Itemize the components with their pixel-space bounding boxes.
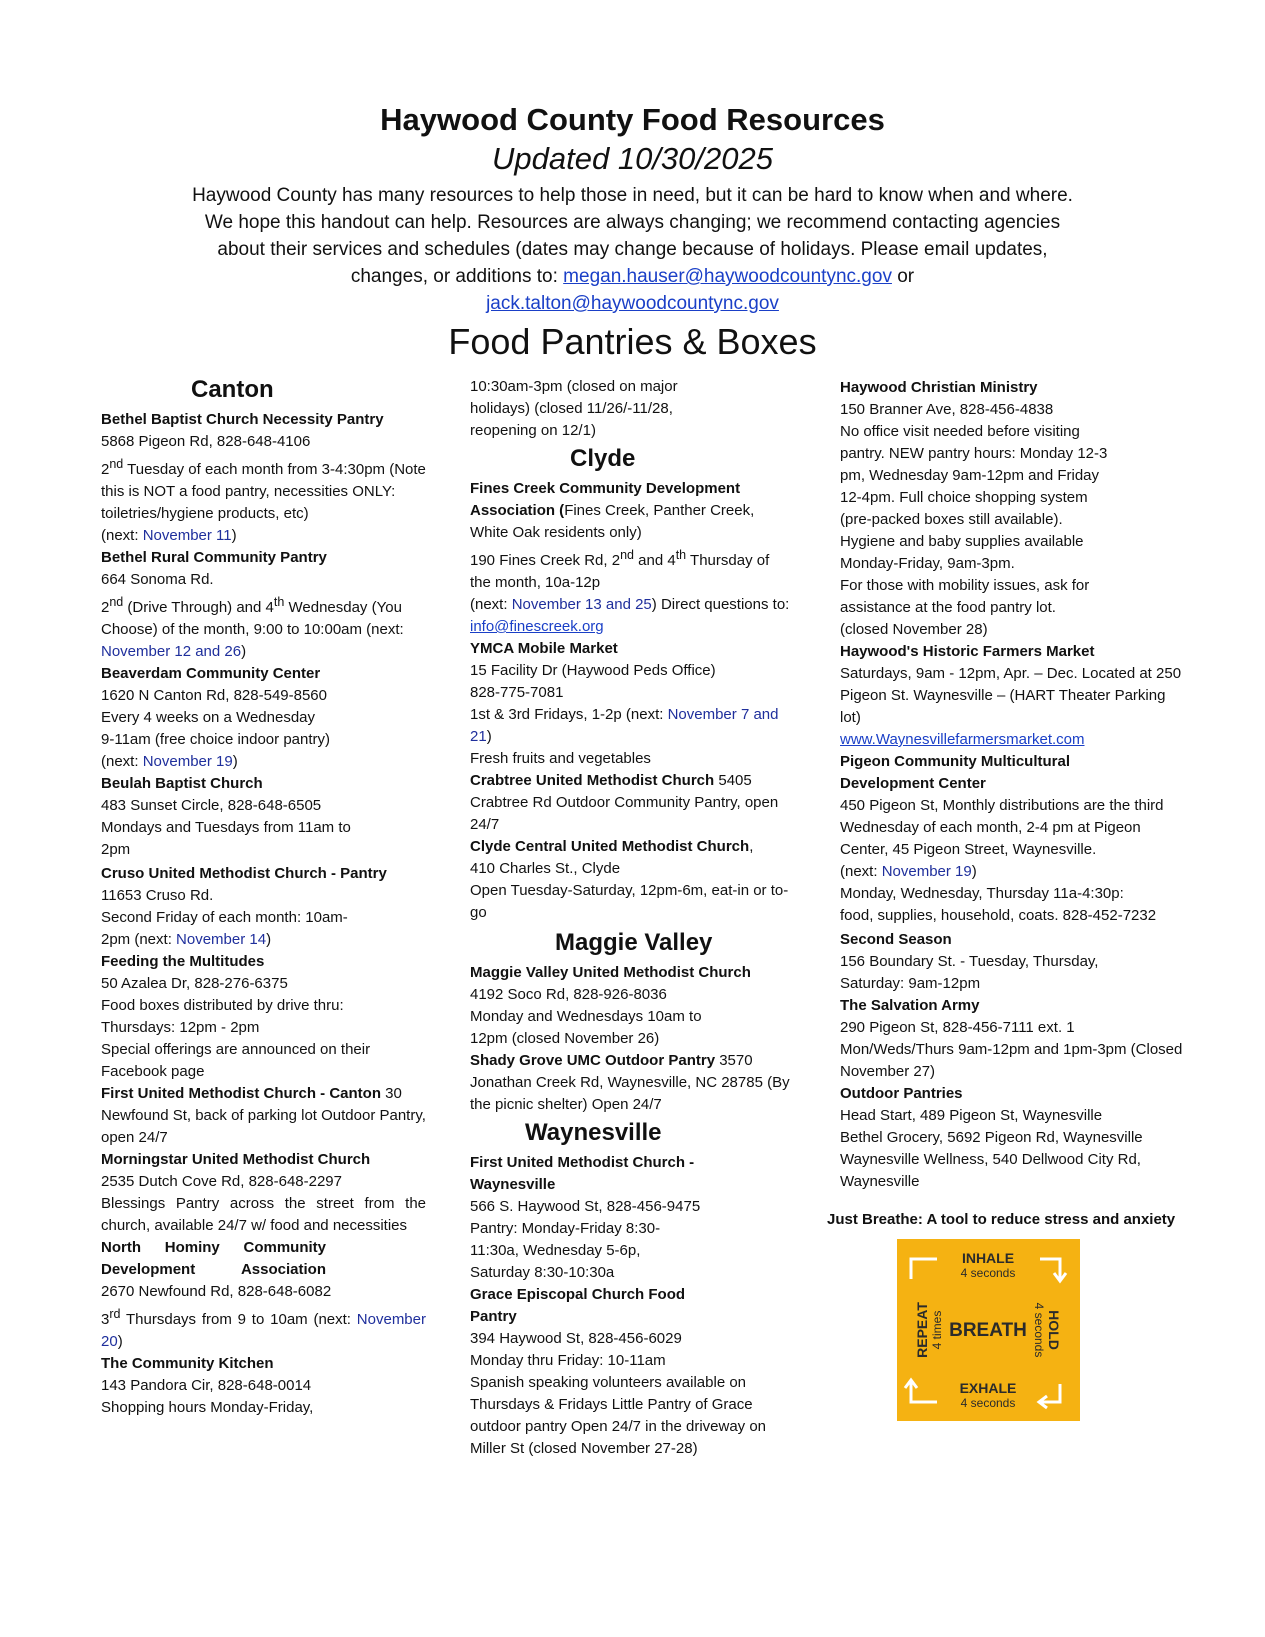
next-close: ) [241,643,247,660]
resource-schedule-saturday: Saturday 8:30-10:30a [470,1264,615,1281]
resource-farmers-market [840,641,1185,751]
hold-duration: 4 seconds [1032,1302,1046,1358]
ordinal: 2 [101,461,110,478]
schedule-mid: and 4 [633,552,676,569]
resource-clyde-central-umc [470,836,790,924]
resource-name: Crabtree United Methodist Church [470,772,715,789]
resource-name: First United Methodist Church - Waynesville [470,1154,695,1193]
resource-address: 483 Sunset Circle, 828-648-6505 [101,797,322,814]
resource-address: 2535 Dutch Cove Rd, 828-648-2297 [101,1173,342,1190]
breathe-caption: Just Breathe: A tool to reduce stress and anxiety [827,1211,1176,1228]
intro-text: Haywood County has many resources to help those in need, but it can be hard to know when and where. We hope this handout can help. Resources are always changing; we recommend contacting agencies about their services and schedules (dates may change because of holidays. Please email updates, changes, or additions to: [192,185,1073,287]
resource-schedule: Shopping hours Monday-Friday, [101,1399,314,1416]
resource-name: North Hominy Community Development Association [101,1239,326,1278]
resource-schedule: Food boxes distributed by drive thru: Thursdays: 12pm - 2pm [101,997,344,1036]
resource-details: 5405 Crabtree Rd Outdoor Community Pantry, open 24/7 [470,772,779,833]
exhale-duration: 4 seconds [960,1396,1016,1410]
resource-schedule: Monday thru Friday: 10-11am [470,1352,666,1369]
resource-outdoor-pantries [840,1083,1185,1193]
resource-first-umc-canton [101,1083,426,1149]
resource-bethel-baptist [101,409,426,547]
resource-beaverdam [101,663,426,773]
ordinal-suffix: th [675,548,687,562]
resource-address: 11653 Cruso Rd. [101,887,214,904]
next-label: (next: [101,753,143,770]
column-canton [101,375,426,1419]
inhale-duration: 4 seconds [960,1266,1016,1280]
resource-name: Beaverdam Community Center [101,665,321,682]
resource-name: YMCA Mobile Market [470,640,618,657]
resource-address: 1620 N Canton Rd, 828-549-8560 [101,687,327,704]
town-heading-clyde: Clyde [570,445,636,472]
column-clyde-maggie-waynesville [470,376,790,1460]
resource-maggie-valley-umc [470,962,790,1050]
resource-address: 394 Haywood St, 828-456-6029 [470,1330,682,1347]
next-close: ) [266,931,272,948]
intro-paragraph [183,182,1083,317]
resource-grace-episcopal [470,1284,790,1460]
resource-address: 15 Facility Dr (Haywood Peds Office) [470,662,716,679]
document-header [150,100,1115,363]
resource-note: Spanish speaking volunteers available on Thursdays & Fridays Little Pantry of Grace outdoor pantry Open 24/7 in the driveway on Miller St (closed November 27-28) [470,1374,767,1457]
resource-address: 664 Sonoma Rd. [101,571,214,588]
resource-name: Maggie Valley United Methodist Church [470,964,751,981]
resource-schedule: Mondays and Tuesdays from 11am to 2pm [101,819,351,858]
resource-schedule-detail: 9-11am (free choice indoor pantry) [101,731,330,748]
resource-details: 450 Pigeon St, Monthly distributions are the third Wednesday of each month, 2-4 pm at Pigeon Center, 45 Pigeon Street, Waynesville. [840,797,1164,858]
next-label: (next: [470,596,512,613]
resource-address: 50 Azalea Dr, 828-276-6375 [101,975,288,992]
schedule-mid: (Drive Through) and 4 [123,599,274,616]
resource-name: Fines Creek Community Development Association ( [470,480,741,519]
resource-schedule: 1st & 3rd Fridays, 1-2p (next: [470,706,668,723]
resource-details: Saturdays, 9am - 12pm, Apr. – Dec. Located at 250 Pigeon St. Waynesville – (HART Theater Parking lot) [840,665,1182,726]
next-date: November 11 [142,527,232,544]
breath-center-label: BREATH [949,1320,1027,1341]
ordinal: 3 [101,1311,110,1328]
intro-or: or [891,266,915,287]
resource-details: 156 Boundary St. - Tuesday, Thursday, Saturday: 9am-12pm [840,953,1099,992]
resource-north-hominy [101,1237,426,1353]
ordinal: 2 [101,599,110,616]
section-title: Food Pantries & Boxes [448,321,817,362]
page-title: Haywood County Food Resources [380,102,885,137]
next-close: ) [971,863,977,880]
town-heading-maggie-valley: Maggie Valley [555,929,713,956]
inhale-label: INHALE [961,1250,1015,1266]
farmers-market-link[interactable]: www.Waynesvillefarmersmarket.com [840,731,1085,748]
resource-schedule-wrap [101,1303,426,1353]
ordinal-suffix: nd [620,548,634,562]
resource-details: 30 Newfound St, back of parking lot Outdoor Pantry, open 24/7 [101,1085,426,1146]
resource-salvation-army [840,995,1185,1083]
resource-eligibility: Fines Creek, Panther Creek, White Oak residents only) [470,502,755,541]
next-label: (next: [840,863,882,880]
resource-schedule: Every 4 weeks on a Wednesday [101,709,316,726]
resource-address: 410 Charles St., Clyde [470,860,621,877]
next-date: November 14 [176,931,267,948]
resource-second-season [840,929,1185,995]
resource-ymca-mobile-market [470,638,790,770]
resource-beulah [101,773,426,861]
resource-phone: 828-775-7081 [470,684,564,701]
resource-schedule: Tuesday of each month from 3-4:30pm (Note this is NOT a food pantry, necessities ONLY: toiletries/hygiene products, etc) [101,461,426,522]
email-link-finescreek[interactable]: info@finescreek.org [470,618,604,635]
resource-cruso [101,863,426,951]
resource-schedule: Thursday of the month, 10a-12p [470,552,770,591]
resource-bethel-rural [101,547,426,663]
next-date: November 12 and 26 [101,643,242,660]
resource-name: Morningstar United Methodist Church [101,1151,371,1168]
resource-address: 2670 Newfound Rd, 828-648-6082 [101,1283,332,1300]
kitchen-continued: 10:30am-3pm (closed on major holidays) (closed 11/26/-11/28, reopening on 12/1) [470,378,678,439]
hold-label: HOLD [1046,1310,1062,1350]
outdoor-pantry-item: Head Start, 489 Pigeon St, Waynesville [840,1107,1103,1124]
ordinal-suffix: nd [109,595,124,609]
resource-mobility-note: For those with mobility issues, ask for assistance at the food pantry lot. [840,577,1090,616]
resource-feeding-multitudes [101,951,426,1083]
ordinal-suffix: nd [109,457,124,471]
resource-name: Clyde Central United Methodist Church [470,838,750,855]
resource-address: 5868 Pigeon Rd, 828-648-4106 [101,433,311,450]
resource-name: Bethel Baptist Church Necessity Pantry [101,411,384,428]
resource-name: First United Methodist Church - Canton [101,1085,381,1102]
resource-schedule-wrap [101,907,376,951]
ordinal-suffix: rd [109,1307,121,1321]
resource-crabtree-umc [470,770,790,836]
resource-schedule: Mon/Weds/Thurs 9am-12pm and 1pm-3pm (Closed November 27) [840,1041,1183,1080]
resource-name: Second Season [840,931,952,948]
repeat-count: 4 times [930,1310,944,1350]
breathing-diagram [897,1239,1080,1421]
email-link-megan[interactable]: megan.hauser@haywoodcountync.gov [563,266,892,287]
town-heading-canton: Canton [191,376,274,403]
resource-name: Beulah Baptist Church [101,775,263,792]
resource-details-2: Monday, Wednesday, Thursday 11a-4:30p: food, supplies, household, coats. 828-452-7232 [840,885,1157,924]
next-close: ) Direct questions to: [651,596,790,613]
resource-haywood-christian-ministry [840,377,1115,641]
next-date: November 19 [881,863,972,880]
updated-date: Updated 10/30/2025 [492,141,773,176]
next-close: ) [117,1333,123,1350]
repeat-label: REPEAT [914,1302,930,1358]
next-close: ) [231,527,237,544]
resource-name: Grace Episcopal Church Food Pantry [470,1286,686,1325]
next-date: November 13 and 25 [511,596,652,613]
resource-pigeon-center [840,751,1185,927]
resource-address: 143 Pandora Cir, 828-648-0014 [101,1377,312,1394]
resource-name: Bethel Rural Community Pantry [101,549,327,566]
resource-first-umc-waynesville [470,1152,790,1284]
next-date: November 20 [101,1311,426,1350]
resource-morningstar [101,1149,426,1237]
town-heading-waynesville: Waynesville [525,1119,662,1146]
resource-name: Haywood Christian Ministry [840,379,1038,396]
resource-address: 290 Pigeon St, 828-456-7111 ext. 1 [840,1019,1075,1036]
resource-schedule: Pantry: Monday-Friday 8:30-11:30a, Wednesday 5-6p, [470,1220,661,1259]
resource-name: Shady Grove UMC Outdoor Pantry [470,1052,716,1069]
exhale-label: EXHALE [959,1380,1017,1396]
resource-details: No office visit needed before visiting pantry. NEW pantry hours: Monday 12-3 pm, Wednesday 9am-12pm and Friday 12-4pm. Full choice shopping system (pre-packed boxes still available). Hygiene and baby supplies available Monday-Friday, 9am-3pm. [840,423,1108,572]
resource-note: Fresh fruits and vegetables [470,750,651,767]
next-label: (next: [101,527,143,544]
resource-community-kitchen [101,1353,426,1419]
resource-address: 190 Fines Creek Rd, 2 [470,552,621,569]
resource-details: Blessings Pantry across the street from the church, available 24/7 w/ food and necessities [101,1195,426,1234]
resource-name: The Salvation Army [840,997,980,1014]
next-close: ) [232,753,238,770]
resource-name: Outdoor Pantries [840,1085,963,1102]
ordinal-suffix: th [273,595,285,609]
resource-schedule: Monday and Wednesdays 10am to 12pm (closed November 26) [470,1008,702,1047]
resource-schedule: Open Tuesday-Saturday, 12pm-6m, eat-in or to-go [470,882,789,921]
resource-closed-note: (closed November 28) [840,621,988,638]
resource-schedule: Thursdays from 9 to 10am (next: [120,1311,357,1328]
outdoor-pantry-item: Bethel Grocery, 5692 Pigeon Rd, Waynesville [840,1129,1143,1146]
resource-address: 4192 Soco Rd, 828-926-8036 [470,986,667,1003]
next-date: November 19 [142,753,233,770]
next-date: November 7 and 21 [470,706,779,745]
resource-name: Cruso United Methodist Church - Pantry [101,865,387,882]
email-link-jack[interactable]: jack.talton@haywoodcountync.gov [486,293,779,314]
resource-shady-grove [470,1050,790,1116]
resource-name: The Community Kitchen [101,1355,274,1372]
resource-name: Haywood's Historic Farmers Market [840,643,1095,660]
resource-schedule: Wednesday (You Choose) of the month, 9:00 to 10:00am (next: [101,599,404,638]
resource-address: 566 S. Haywood St, 828-456-9475 [470,1198,701,1215]
next-close: ) [486,728,492,745]
resource-note: Special offerings are announced on their Facebook page [101,1041,371,1080]
name-comma: , [749,838,754,855]
column-waynesville-continued [827,377,1185,1421]
resource-address: 150 Branner Ave, 828-456-4838 [840,401,1054,418]
resource-name: Pigeon Community Multicultural Development Center [840,753,1071,792]
resource-details: 3570 Jonathan Creek Rd, Waynesville, NC 28785 (By the picnic shelter) Open 24/7 [470,1052,790,1113]
resource-name: Feeding the Multitudes [101,953,265,970]
resource-schedule: Second Friday of each month: 10am-2pm (next: [101,909,348,948]
resource-fines-creek [470,478,790,638]
arrow-up-left [911,1259,937,1279]
breathing-arrows [897,1239,1080,1421]
outdoor-pantry-item: Waynesville Wellness, 540 Dellwood City Rd, Waynesville [840,1151,1141,1190]
